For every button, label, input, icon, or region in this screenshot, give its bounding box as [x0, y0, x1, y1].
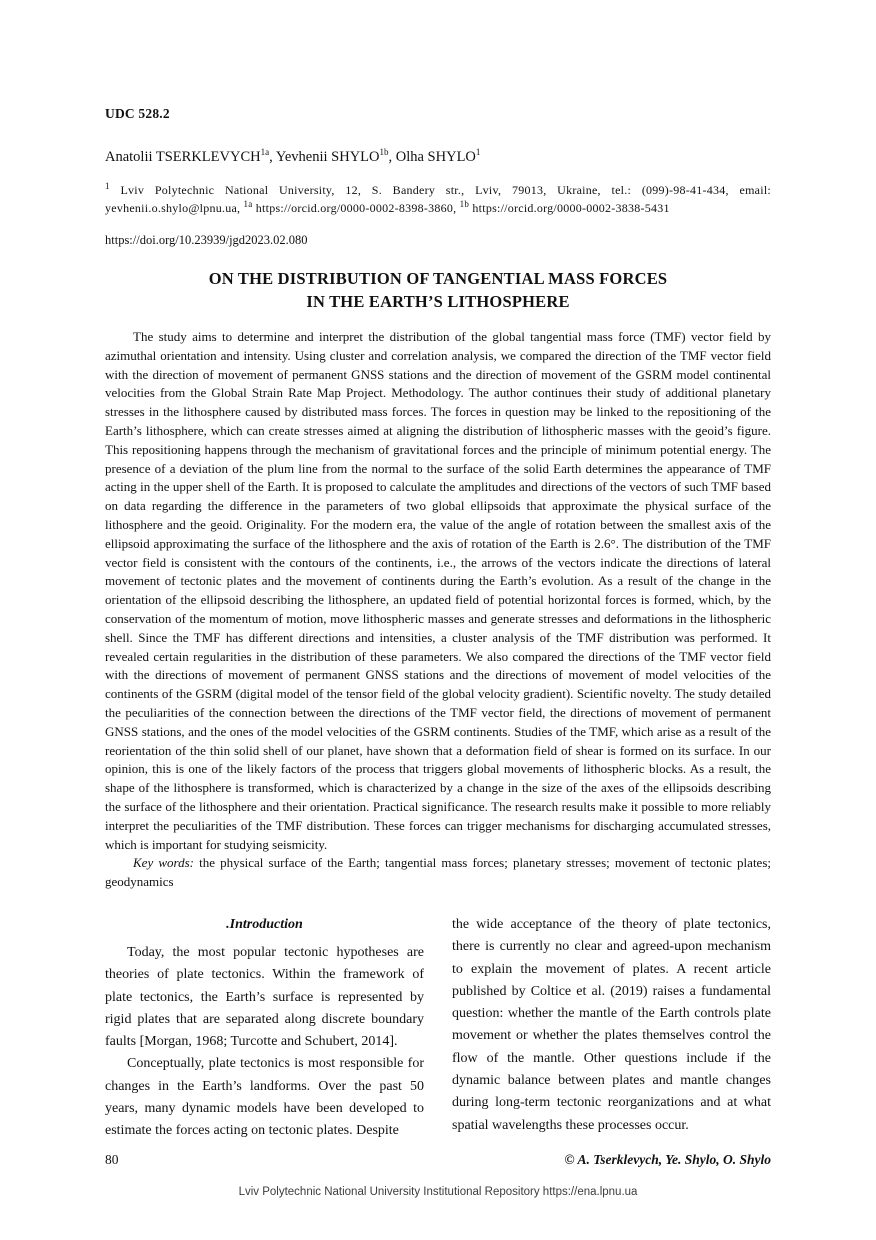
two-column-section [105, 914, 771, 1143]
paragraph: Today, the most popular tectonic hypotheses are theories of plate tectonics. Within the framework of plate tectonics, the Earth’s surface is represented by rigid plates that are separated along discrete boundary faults [Morgan, 1968; Turcotte and Schubert, 2014]. [105, 944, 424, 1050]
author-name-2: Yevhenii SHYLO [275, 149, 380, 165]
paragraph: the wide acceptance of the theory of plate tectonics, there is currently no clear and agreed-upon mechanism to explain the movement of plates. A recent article published by Coltice et al. (2019) raises a fundamental question: whether the mantle of the Earth controls plate movement or whether the plates themselves control the flow of the mantle. Other questions include if the dynamic balance between plates and mantle changes during long-term tectonic reorganizations and at what spatial wavelengths these processes occur. [452, 916, 771, 1133]
keywords-text: the physical surface of the Earth; tangential mass forces; planetary stresses; movement of tectonic plates; geodynamics [105, 855, 771, 890]
keywords [105, 854, 771, 892]
page-number: 80 [105, 1152, 119, 1167]
author-affiliation-mark-1: 1a [260, 147, 270, 158]
authors-line [105, 149, 771, 166]
repository-line: Lviv Polytechnic National University Institutional Repository https://ena.lpnu.ua [238, 1186, 638, 1198]
author-separator: , [269, 149, 276, 165]
keywords-label: Key words: [133, 855, 194, 871]
doi-link: https://doi.org/10.23939/jgd2023.02.080 [105, 233, 308, 247]
article-title [105, 267, 771, 313]
page-content [105, 106, 771, 1143]
article-title-line-1: ON THE DISTRIBUTION OF TANGENTIAL MASS FORCES [208, 269, 668, 288]
orcid-mark-1b: 1b [459, 199, 470, 209]
copyright-line: © A. Tserklevych, Ye. Shylo, O. Shylo [564, 1152, 771, 1167]
udc-code: UDC 528.2 [105, 106, 170, 121]
right-column [452, 914, 771, 1143]
left-column [105, 914, 424, 1143]
author-name-3: Olha SHYLO [395, 149, 476, 165]
abstract-text: The study aims to determine and interpret the distribution of the global tangential mass force (TMF) vector field by azimuthal orientation and intensity. Using cluster and correlation analysis, we compared the direction of the TMF vector field with the direction of movement of permanent GNSS stations and the direction of movement of the GSRM model continental velocities from the Global Strain Rate Map Project. Methodology. The author continues their study of additional planetary stresses in the lithosphere caused by distributed mass forces. The forces in question may be linked to the repositioning of the Earth’s lithosphere, which can create stresses aimed at aligning the distribution of lithospheric masses with the geoid’s figure. This repositioning happens through the mechanism of gravitational forces and the principle of minimum potential energy. The presence of a deviation of the plum line from the normal to the surface of the solid Earth determines the appearance of TMF acting in the upper shell of the Earth. It is proposed to calculate the amplitudes and directions of the vectors of such TMF based on data regarding the difference in the parameters of two global ellipsoids that approximate the physical surface of the lithosphere and the geoid. Originality. For the modern era, the value of the angle of rotation between the smallest axis of the ellipsoid approximating the surface of the lithosphere and the axis of rotation of the Earth is 2.6°. The distribution of the TMF vector field is consistent with the contours of the continents, i.e., the arrows of the vectors indicate the directions of lateral movement of tectonic plates and the movement of continents during the Earth’s evolution. As a result of the change in the orientation of the ellipsoid describing the lithosphere, an updated field of potential horizontal forces is formed, which, by the conservation of the momentum of motion, move lithospheric masses and generate stresses and deformations in the lithospheric shell. Since the TMF has different directions and intensities, a cluster analysis of the TMF distribution was performed. It revealed certain regularities in the distribution of these parameters. We also compared the directions of the TMF vector field with the directions of movement of permanent GNSS stations and the directions of movement of model velocities of the continents of the GSRM (digital model of the tensor field of the global velocity gradient). Scientific novelty. The study detailed the peculiarities of the connection between the directions of the TMF vector field, the directions of movement of permanent GNSS stations, and the ones of the model velocities of the GSRM continents. Studies of the TMF, which arise as a result of the reorientation of the thin solid shell of our planet, have shown that a deformation field of shear is formed on its surface. In our opinion, this is one of the likely factors of the process that triggers global movements of lithospheric blocks. As a result, the shape of the lithosphere is transformed, which is characterized by a change in the size of the axes of the ellipsoids describing the surface of the lithosphere and their orientation. Practical significance. The research results make it possible to more reliably interpret the peculiarities of the TMF distribution. These forces can trigger mechanisms for discharging accumulated stresses, which is important for studying seismicity. [105, 329, 771, 852]
orcid-url-1b: https://orcid.org/0000-0002-3838-5431 [469, 201, 670, 215]
author-affiliation-mark-2: 1b [379, 147, 389, 158]
author-name-1: Anatolii TSERKLEVYCH [105, 149, 261, 165]
author-affiliation-mark-3: 1 [475, 147, 481, 158]
page-footer [105, 1152, 771, 1168]
paragraph: Conceptually, plate tectonics is most responsible for changes in the Earth’s landforms. Over the past 50 years, many dynamic models have been developed to estimate the forces acting on tectonic plates. Despite [105, 1056, 424, 1139]
affiliation-mark: 1 [105, 181, 110, 191]
affiliation [105, 181, 771, 217]
orcid-mark-1a: 1a [243, 199, 253, 209]
orcid-url-1a: https://orcid.org/0000-0002-8398-3860, [252, 201, 460, 215]
introduction-heading: .Introduction [226, 916, 303, 932]
affiliation-text: Lviv Polytechnic National University, 12, S. Bandery str., Lviv, 79013, Ukraine, tel.: (099)-98-41-434, email: yevhenii.o.shylo@lpnu.ua, [105, 183, 771, 215]
author-separator: , [388, 149, 396, 165]
article-title-line-2: IN THE EARTH’S LITHOSPHERE [306, 292, 570, 311]
